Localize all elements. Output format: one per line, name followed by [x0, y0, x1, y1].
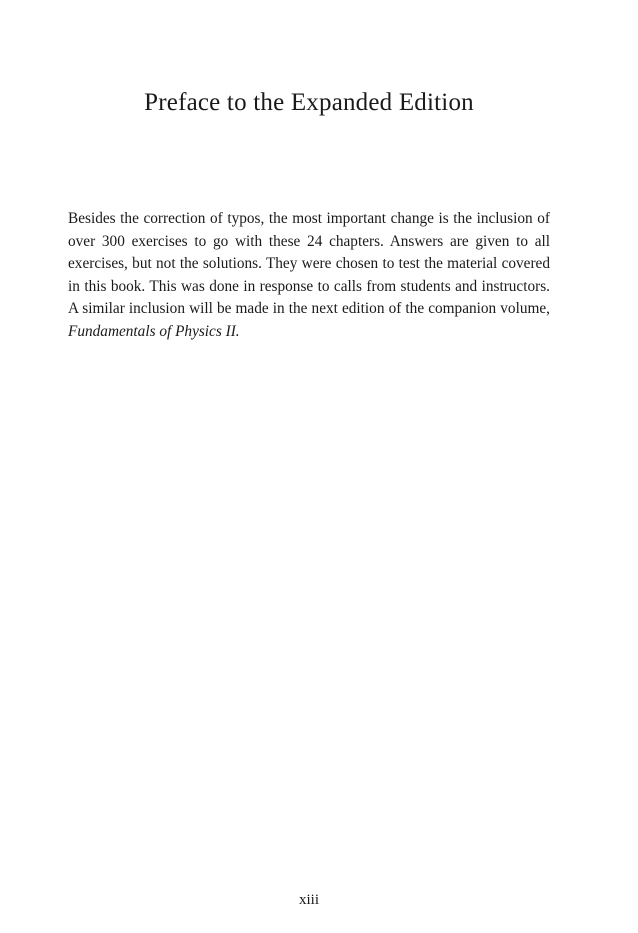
page-title: Preface to the Expanded Edition: [144, 89, 474, 116]
companion-volume-title: Fundamentals of Physics II.: [68, 322, 240, 340]
preface-paragraph: [68, 208, 550, 343]
page-number: xiii: [298, 892, 319, 908]
paragraph-text: Besides the correction of typos, the most important change is the inclusion of over 300 exercises to go with these 24 chapters. Answers are given to all exercises, but not the solutions. They were chosen to test the material covered in this book. This was done in response to calls from students and instructors. A similar inclusion will be made in the next edition of the companion volume,: [68, 210, 550, 317]
